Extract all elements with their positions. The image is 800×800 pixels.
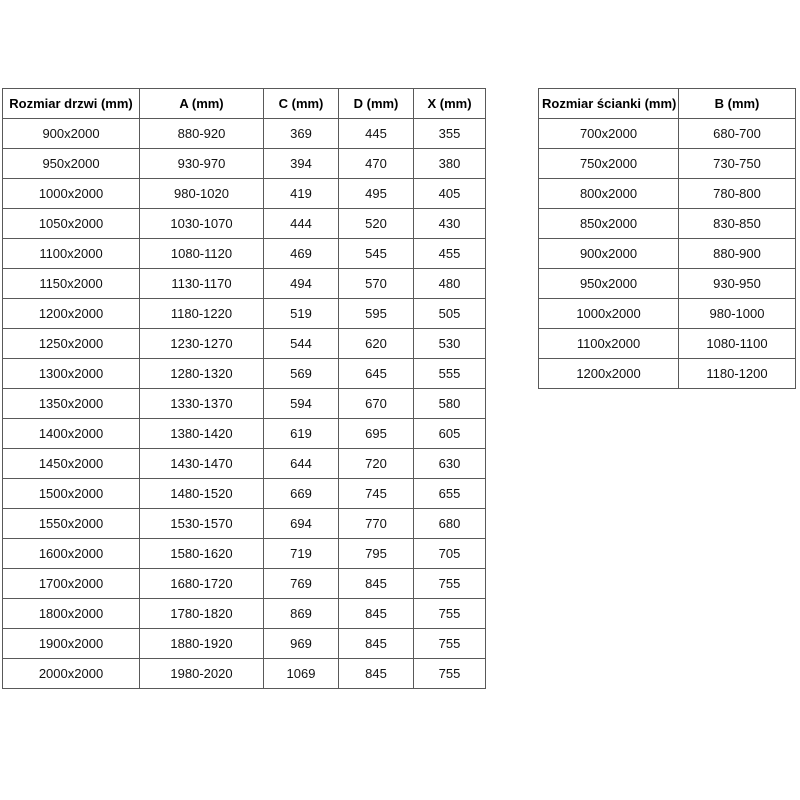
- table-cell: 430: [414, 209, 486, 239]
- header-cell: D (mm): [339, 89, 414, 119]
- table-cell: 394: [264, 149, 339, 179]
- table-row: [3, 359, 486, 389]
- table-cell: 480: [414, 269, 486, 299]
- table-cell: 1200x2000: [539, 359, 679, 389]
- table-cell: 494: [264, 269, 339, 299]
- table-cell: 980-1020: [140, 179, 264, 209]
- table-cell: 1000x2000: [3, 179, 140, 209]
- table-cell: 705: [414, 539, 486, 569]
- table-header-row: [3, 89, 486, 119]
- table-cell: 580: [414, 389, 486, 419]
- table-cell: 1900x2000: [3, 629, 140, 659]
- table-cell: 644: [264, 449, 339, 479]
- table-cell: 680-700: [679, 119, 796, 149]
- table-cell: 1450x2000: [3, 449, 140, 479]
- table-cell: 1550x2000: [3, 509, 140, 539]
- table-cell: 1080-1100: [679, 329, 796, 359]
- table-row: [3, 209, 486, 239]
- table-cell: 900x2000: [539, 239, 679, 269]
- table-row: [539, 359, 796, 389]
- table-cell: 795: [339, 539, 414, 569]
- table-header-row: [539, 89, 796, 119]
- header-cell: Rozmiar ścianki (mm): [539, 89, 679, 119]
- table-cell: 930-970: [140, 149, 264, 179]
- table-cell: 720: [339, 449, 414, 479]
- table-cell: 655: [414, 479, 486, 509]
- table-cell: 505: [414, 299, 486, 329]
- table-cell: 1800x2000: [3, 599, 140, 629]
- table-cell: 1100x2000: [3, 239, 140, 269]
- header-cell: C (mm): [264, 89, 339, 119]
- table-cell: 750x2000: [539, 149, 679, 179]
- table-cell: 980-1000: [679, 299, 796, 329]
- table-cell: 2000x2000: [3, 659, 140, 689]
- table-cell: 1300x2000: [3, 359, 140, 389]
- table-cell: 1480-1520: [140, 479, 264, 509]
- table-cell: 355: [414, 119, 486, 149]
- table-row: [3, 329, 486, 359]
- table-cell: 1150x2000: [3, 269, 140, 299]
- table-cell: 719: [264, 539, 339, 569]
- table-cell: 1069: [264, 659, 339, 689]
- table-cell: 845: [339, 629, 414, 659]
- table-cell: 755: [414, 569, 486, 599]
- table-row: [539, 299, 796, 329]
- table-cell: 369: [264, 119, 339, 149]
- table-cell: 670: [339, 389, 414, 419]
- table-cell: 1600x2000: [3, 539, 140, 569]
- table-cell: 755: [414, 659, 486, 689]
- table-cell: 1880-1920: [140, 629, 264, 659]
- table-cell: 1500x2000: [3, 479, 140, 509]
- table-row: [3, 659, 486, 689]
- table-cell: 620: [339, 329, 414, 359]
- table-row: [539, 239, 796, 269]
- table-row: [3, 239, 486, 269]
- table-cell: 545: [339, 239, 414, 269]
- table-row: [539, 149, 796, 179]
- wall-size-table: [538, 88, 796, 389]
- table-row: [539, 269, 796, 299]
- table-cell: 755: [414, 629, 486, 659]
- table-cell: 530: [414, 329, 486, 359]
- table-cell: 1030-1070: [140, 209, 264, 239]
- table-cell: 1680-1720: [140, 569, 264, 599]
- table-cell: 1780-1820: [140, 599, 264, 629]
- table-row: [3, 269, 486, 299]
- table-cell: 444: [264, 209, 339, 239]
- table-cell: 555: [414, 359, 486, 389]
- table-cell: 1200x2000: [3, 299, 140, 329]
- header-cell: X (mm): [414, 89, 486, 119]
- table-cell: 745: [339, 479, 414, 509]
- table-cell: 1230-1270: [140, 329, 264, 359]
- table-cell: 969: [264, 629, 339, 659]
- table-cell: 1700x2000: [3, 569, 140, 599]
- table-row: [3, 389, 486, 419]
- table-cell: 1400x2000: [3, 419, 140, 449]
- door-size-table: [2, 88, 486, 689]
- table-cell: 1530-1570: [140, 509, 264, 539]
- table-row: [539, 209, 796, 239]
- table-cell: 645: [339, 359, 414, 389]
- table-cell: 830-850: [679, 209, 796, 239]
- table-row: [3, 179, 486, 209]
- header-cell: B (mm): [679, 89, 796, 119]
- table-row: [3, 629, 486, 659]
- table-cell: 1000x2000: [539, 299, 679, 329]
- table-row: [3, 419, 486, 449]
- table-cell: 845: [339, 599, 414, 629]
- table-cell: 680: [414, 509, 486, 539]
- table-cell: 455: [414, 239, 486, 269]
- table-cell: 470: [339, 149, 414, 179]
- table-cell: 380: [414, 149, 486, 179]
- table-cell: 570: [339, 269, 414, 299]
- table-row: [3, 539, 486, 569]
- table-cell: 694: [264, 509, 339, 539]
- table-cell: 405: [414, 179, 486, 209]
- table-cell: 619: [264, 419, 339, 449]
- table-cell: 700x2000: [539, 119, 679, 149]
- table-cell: 569: [264, 359, 339, 389]
- table-cell: 780-800: [679, 179, 796, 209]
- table-cell: 1180-1220: [140, 299, 264, 329]
- table-cell: 1430-1470: [140, 449, 264, 479]
- table-cell: 769: [264, 569, 339, 599]
- table-row: [3, 479, 486, 509]
- table-row: [3, 569, 486, 599]
- table-row: [3, 149, 486, 179]
- table-cell: 1330-1370: [140, 389, 264, 419]
- table-cell: 520: [339, 209, 414, 239]
- table-cell: 850x2000: [539, 209, 679, 239]
- table-cell: 419: [264, 179, 339, 209]
- table-row: [3, 119, 486, 149]
- table-cell: 1100x2000: [539, 329, 679, 359]
- table-cell: 880-920: [140, 119, 264, 149]
- table-cell: 770: [339, 509, 414, 539]
- table-cell: 930-950: [679, 269, 796, 299]
- header-cell: Rozmiar drzwi (mm): [3, 89, 140, 119]
- table-cell: 544: [264, 329, 339, 359]
- table-cell: 1050x2000: [3, 209, 140, 239]
- table-row: [539, 179, 796, 209]
- table-cell: 1580-1620: [140, 539, 264, 569]
- table-cell: 1380-1420: [140, 419, 264, 449]
- table-cell: 755: [414, 599, 486, 629]
- table-cell: 900x2000: [3, 119, 140, 149]
- table-cell: 869: [264, 599, 339, 629]
- table-row: [3, 599, 486, 629]
- table-cell: 845: [339, 569, 414, 599]
- table-cell: 1980-2020: [140, 659, 264, 689]
- table-cell: 950x2000: [3, 149, 140, 179]
- table-row: [3, 299, 486, 329]
- table-cell: 695: [339, 419, 414, 449]
- table-cell: 1180-1200: [679, 359, 796, 389]
- table-cell: 669: [264, 479, 339, 509]
- table-cell: 1350x2000: [3, 389, 140, 419]
- table-cell: 800x2000: [539, 179, 679, 209]
- table-cell: 469: [264, 239, 339, 269]
- table-cell: 730-750: [679, 149, 796, 179]
- table-cell: 880-900: [679, 239, 796, 269]
- table-cell: 595: [339, 299, 414, 329]
- table-cell: 519: [264, 299, 339, 329]
- table-cell: 950x2000: [539, 269, 679, 299]
- table-cell: 1130-1170: [140, 269, 264, 299]
- table-row: [539, 119, 796, 149]
- table-row: [539, 329, 796, 359]
- table-cell: 1080-1120: [140, 239, 264, 269]
- table-cell: 630: [414, 449, 486, 479]
- table-cell: 495: [339, 179, 414, 209]
- table-cell: 845: [339, 659, 414, 689]
- table-row: [3, 509, 486, 539]
- table-cell: 445: [339, 119, 414, 149]
- table-cell: 1280-1320: [140, 359, 264, 389]
- header-cell: A (mm): [140, 89, 264, 119]
- table-row: [3, 449, 486, 479]
- table-cell: 594: [264, 389, 339, 419]
- table-cell: 605: [414, 419, 486, 449]
- table-cell: 1250x2000: [3, 329, 140, 359]
